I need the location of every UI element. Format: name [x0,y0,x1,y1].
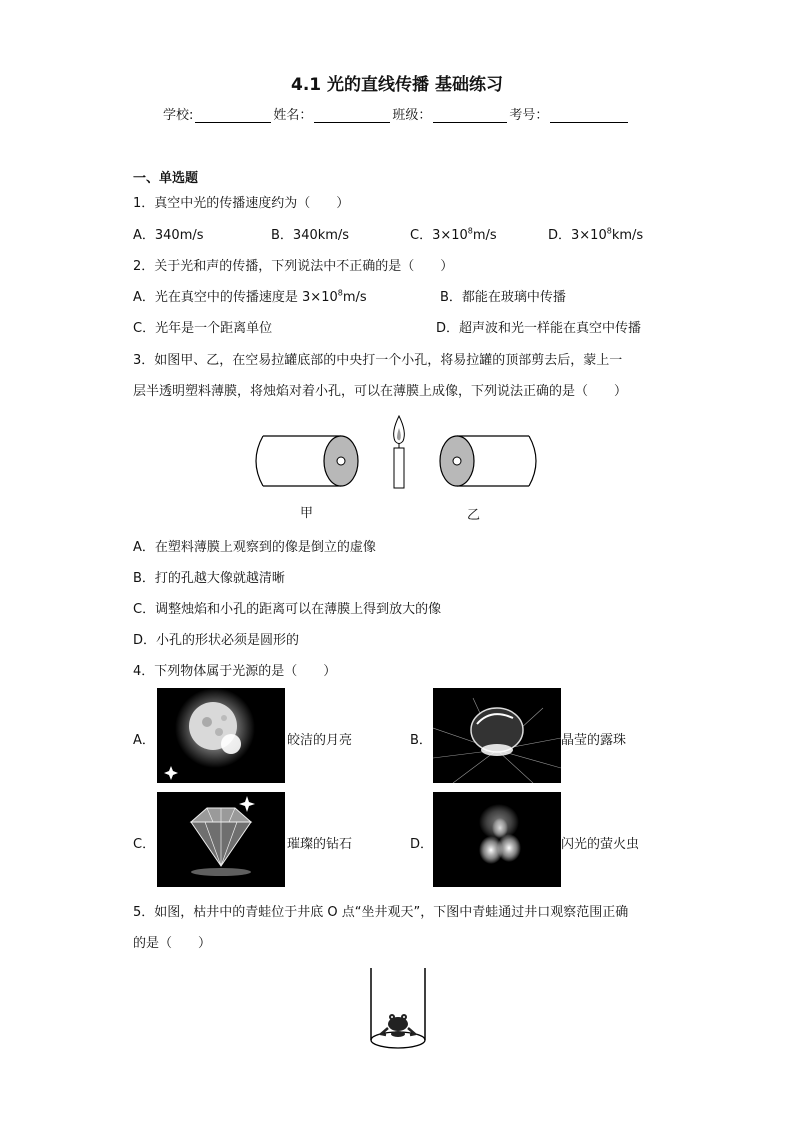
school-blank [195,108,271,123]
q4-option-a-label: A． [133,733,155,748]
class-blank [433,108,507,123]
figure-label-jia: 甲 [300,506,314,521]
q1-option-c: C．$3\times 10^8m/s$ [410,226,497,243]
section-heading: 一、单选题 [133,171,199,186]
q2-option-c: C．光年是一个距离单位 [133,321,273,336]
q1-stem: 1．真空中光的传播速度约为（ ） [133,196,350,211]
class-label: 班级： [392,108,432,123]
q1-option-b: B．340km/s [271,228,350,243]
exam-no-blank [550,108,628,123]
q1-option-d: D．$3\times 10^8km/s$ [548,226,644,243]
q3-option-c: C．调整烛焰和小孔的距离可以在薄膜上得到放大的像 [133,602,442,617]
q3-option-d: D．小孔的形状必须是圆形的 [133,633,300,648]
q4-option-d-text: 闪光的萤火虫 [561,837,640,852]
q5-stem-line2: 的是（ ） [133,936,212,951]
page-title: 4.1 光的直线传播 基础练习 [291,75,503,95]
exam-no-label: 考号： [509,108,549,123]
well-frog-figure [362,962,434,1054]
q4-option-d-label: D． [410,837,434,852]
q3-stem-line2: 层半透明塑料薄膜，将烛焰对着小孔，可以在薄膜上成像，下列说法正确的是（ ） [133,384,628,399]
dewdrop-photo [433,688,561,783]
firefly-photo [433,792,561,887]
q4-option-c-text: 璀璨的钻石 [287,837,353,852]
diamond-photo [157,792,285,887]
name-blank [314,108,390,123]
q4-option-b-label: B． [410,733,432,748]
q2-option-d: D．超声波和光一样能在真空中传播 [436,321,642,336]
school-label: 学校: [163,108,194,123]
q3-option-a: A．在塑料薄膜上观察到的像是倒立的虚像 [133,540,376,555]
name-label: 姓名： [273,108,313,123]
can-yi-icon [440,436,536,486]
can-jia-icon [256,436,358,486]
q3-option-b: B．打的孔越大像就越清晰 [133,571,285,586]
q1-option-a: A．340m/s [133,228,204,243]
q4-option-a-text: 皎洁的月亮 [287,733,353,748]
q2-option-b: B．都能在玻璃中传播 [440,290,566,305]
q2-option-a: A．光在真空中的传播速度是 $3\times 10^8m/s$ [133,288,367,305]
figure-label-yi: 乙 [467,508,481,523]
student-info-line [163,104,630,123]
q4-option-b-text: 晶莹的露珠 [561,733,627,748]
q2-stem: 2．关于光和声的传播，下列说法中不正确的是（ ） [133,259,454,274]
pinhole-camera-figure [245,410,550,495]
q3-stem-line1: 3．如图甲、乙，在空易拉罐底部的中央打一个小孔，将易拉罐的顶部剪去后，蒙上一 [133,353,623,368]
q4-option-c-label: C． [133,837,156,852]
q5-stem-line1: 5．如图，枯井中的青蛙位于井底 O 点“坐井观天”，下图中青蛙通过井口观察范围正确 [133,905,629,920]
moon-photo [157,688,285,783]
q4-stem: 4．下列物体属于光源的是（ ） [133,664,337,679]
candle-icon [394,416,405,488]
frog-icon [381,1014,415,1037]
